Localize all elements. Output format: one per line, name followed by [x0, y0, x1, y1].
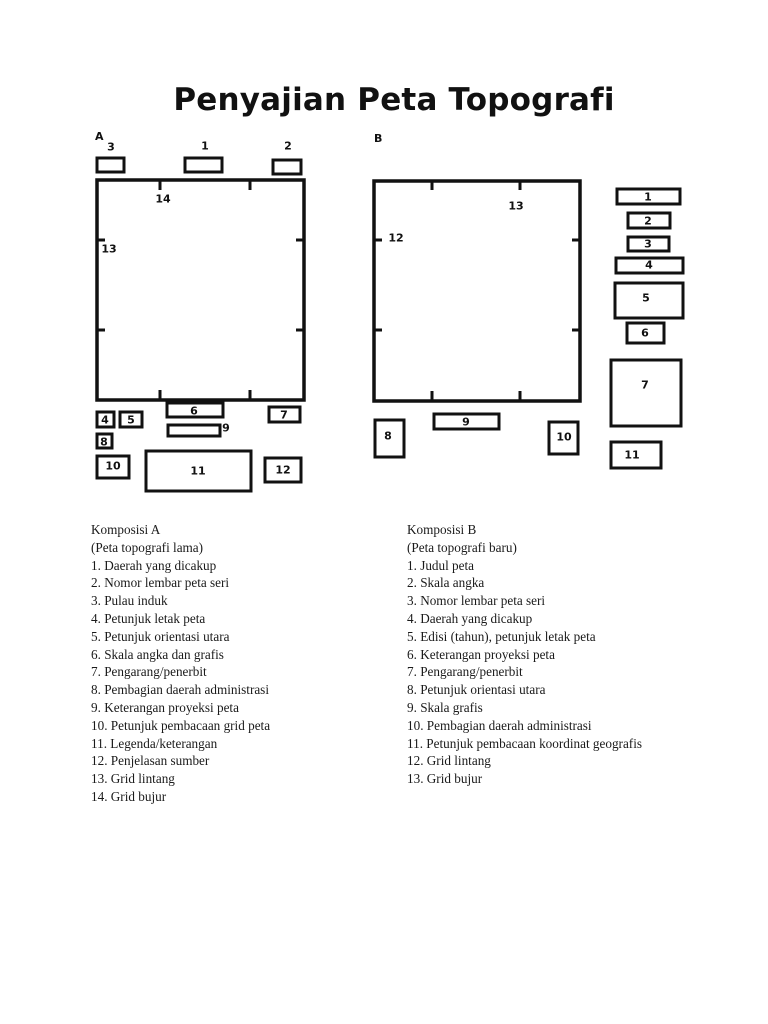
box-outline: [97, 158, 124, 172]
layout-b-box-2: [628, 213, 670, 228]
layout-a-box-1: [185, 140, 222, 173]
list-item: 7. Pengarang/penerbit: [407, 664, 523, 680]
box-number: 3: [107, 140, 115, 154]
list-item: 9. Keterangan proyeksi peta: [91, 699, 239, 715]
layout-a-box-6: [167, 403, 223, 418]
box-number: 5: [127, 413, 135, 427]
layout-a-box-7: [269, 407, 300, 422]
list-item: 10. Pembagian daerah administrasi: [407, 717, 592, 733]
box-number: 7: [641, 378, 649, 392]
box-number: 6: [190, 404, 198, 418]
box-number: 2: [284, 139, 292, 153]
list-item: 9. Skala grafis: [407, 699, 483, 715]
composition-b-list: [407, 521, 642, 788]
box-number: 8: [100, 435, 108, 449]
box-number: 9: [462, 415, 470, 429]
layout-b-box-8: [375, 420, 404, 457]
list-item: 3. Nomor lembar peta seri: [407, 593, 546, 609]
layout-b-map-frame: [374, 181, 580, 401]
box-number: 7: [280, 408, 288, 422]
layout-a-label-14: 14: [155, 192, 171, 206]
layout-b-box-7: [611, 360, 681, 426]
box-outline: [185, 158, 222, 172]
list-item: 12. Penjelasan sumber: [91, 753, 210, 769]
list-item: 3. Pulau induk: [91, 593, 168, 609]
list-item: 8. Petunjuk orientasi utara: [407, 682, 546, 698]
layout-a-map-frame: [97, 180, 304, 400]
layout-a: [95, 130, 304, 491]
layout-b-label-12: 12: [388, 231, 404, 245]
list-item: 12. Grid lintang: [407, 753, 491, 769]
list-item: 11. Legenda/keterangan: [91, 735, 218, 751]
list-item: 1. Daerah yang dicakup: [91, 557, 217, 573]
layout-a-box-8: [97, 434, 112, 449]
layout-b-box-4: [616, 258, 683, 273]
list-item: 8. Pembagian daerah administrasi: [91, 682, 269, 698]
list-item: 4. Petunjuk letak peta: [91, 610, 206, 626]
box-number: 5: [642, 291, 650, 305]
list-item: 13. Grid bujur: [407, 771, 483, 787]
composition-a-heading: Komposisi A: [91, 522, 161, 537]
list-item: 2. Nomor lembar peta seri: [91, 575, 230, 591]
layout-b-label-13: 13: [508, 199, 524, 213]
layout-b: [374, 132, 683, 468]
list-item: 14. Grid bujur: [91, 788, 167, 804]
box-number: 4: [645, 258, 653, 272]
layout-a-box-10: [97, 456, 129, 478]
composition-b-subheading: (Peta topografi baru): [407, 539, 517, 555]
composition-a-subheading: (Peta topografi lama): [91, 539, 204, 555]
list-item: 7. Pengarang/penerbit: [91, 664, 207, 680]
layout-a-box-3: [97, 141, 124, 173]
box-number: 8: [384, 429, 392, 443]
box-number: 10: [105, 459, 121, 473]
list-item: 6. Keterangan proyeksi peta: [407, 646, 555, 662]
box-number: 1: [201, 139, 209, 153]
layout-a-box-2: [273, 140, 301, 175]
layout-a-letter: A: [95, 130, 104, 143]
layout-a-box-4: [97, 412, 114, 427]
box-number: 4: [101, 413, 109, 427]
layout-b-box-10: [549, 422, 578, 454]
layout-a-box-11: [146, 451, 251, 491]
list-item: 4. Daerah yang dicakup: [407, 610, 533, 626]
box-number: 3: [644, 237, 652, 251]
box-number: 11: [624, 448, 640, 462]
layout-a-box-9: [168, 422, 230, 437]
box-number: 6: [641, 326, 649, 340]
list-item: 5. Edisi (tahun), petunjuk letak peta: [407, 628, 596, 644]
box-number: 10: [556, 430, 572, 444]
layout-b-box-9: [434, 414, 499, 429]
box-number: 9: [222, 421, 230, 435]
list-item: 13. Grid lintang: [91, 771, 175, 787]
box-number: 1: [644, 190, 652, 204]
layout-b-box-6: [627, 323, 664, 343]
layout-a-box-12: [265, 458, 301, 482]
box-number: 2: [644, 214, 652, 228]
composition-a-list: [91, 521, 270, 806]
page-title: Penyajian Peta Topografi: [173, 82, 615, 118]
box-outline: [273, 160, 301, 174]
list-item: 11. Petunjuk pembacaan koordinat geografis: [407, 735, 642, 751]
layout-b-letter: B: [374, 132, 383, 145]
box-number: 12: [275, 463, 291, 477]
list-item: 1. Judul peta: [407, 557, 475, 573]
list-item: 10. Petunjuk pembacaan grid peta: [91, 717, 271, 733]
layout-b-box-11: [611, 442, 661, 468]
layout-a-box-5: [120, 412, 142, 427]
layout-b-box-5: [615, 283, 683, 318]
box-number: 11: [190, 464, 206, 478]
composition-b-heading: Komposisi B: [407, 522, 477, 537]
layout-a-label-13: 13: [101, 242, 117, 256]
layout-b-box-1: [617, 189, 680, 204]
list-item: 5. Petunjuk orientasi utara: [91, 628, 230, 644]
list-item: 2. Skala angka: [407, 575, 485, 591]
list-item: 6. Skala angka dan grafis: [91, 646, 224, 662]
layout-b-box-3: [628, 237, 669, 251]
